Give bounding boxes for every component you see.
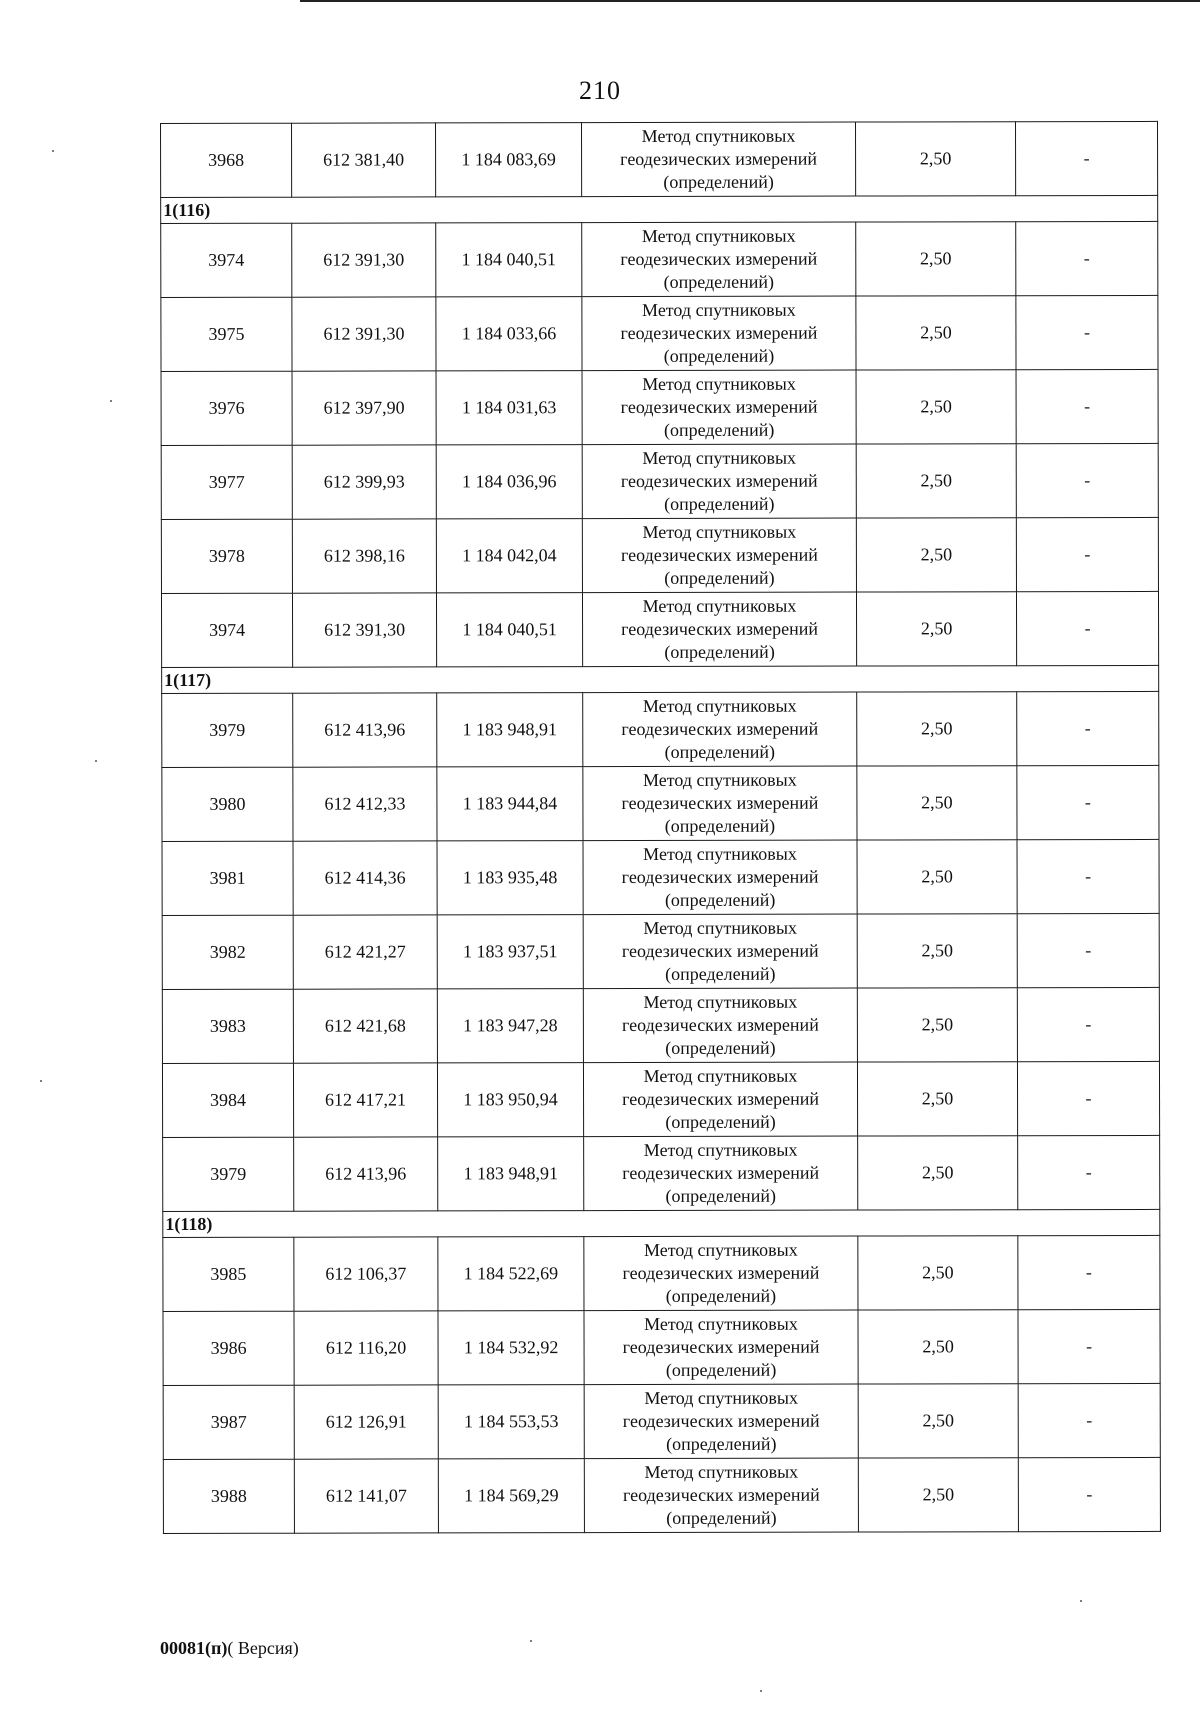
- cell-method: [584, 1136, 858, 1211]
- cell-note: -: [1015, 121, 1157, 195]
- cell-method: [584, 1458, 858, 1533]
- method-line: Метод спутниковых: [643, 1065, 798, 1086]
- cell-point-number: 3979: [162, 693, 293, 767]
- cell-note: -: [1016, 369, 1158, 443]
- method-line: (определений): [664, 641, 775, 662]
- cell-point-number: 3974: [161, 223, 292, 297]
- cell-accuracy: 2,50: [855, 122, 1015, 196]
- cell-method: [582, 518, 856, 593]
- table-row: [161, 295, 1158, 371]
- method-line: Метод спутниковых: [642, 521, 797, 542]
- method-line: (определений): [666, 1433, 777, 1454]
- table-row: [163, 1457, 1160, 1533]
- cell-y-coordinate: 1 184 040,51: [436, 223, 582, 297]
- cell-x-coordinate: 612 417,21: [293, 1063, 437, 1137]
- cell-x-coordinate: 612 413,96: [294, 1137, 438, 1211]
- cell-method: [584, 1236, 858, 1311]
- footer-version: ( Версия): [227, 1638, 299, 1658]
- method-line: Метод спутниковых: [643, 917, 798, 938]
- cell-accuracy: 2,50: [858, 1458, 1018, 1532]
- method-line: геодезических измерений: [622, 1410, 820, 1432]
- cell-note: -: [1017, 1061, 1159, 1135]
- cell-x-coordinate: 612 141,07: [294, 1459, 438, 1533]
- scan-speck: [760, 1690, 762, 1692]
- cell-point-number: 3976: [161, 371, 292, 445]
- contour-group-row: [161, 195, 1158, 223]
- cell-y-coordinate: 1 184 532,92: [438, 1311, 584, 1385]
- cell-point-number: 3986: [163, 1311, 294, 1385]
- cell-accuracy: 2,50: [857, 988, 1017, 1062]
- cell-point-number: 3983: [162, 989, 293, 1063]
- method-line: (определений): [664, 567, 775, 588]
- cell-y-coordinate: 1 184 036,96: [436, 445, 582, 519]
- scan-speck: [40, 1080, 42, 1082]
- method-line: геодезических измерений: [620, 248, 818, 270]
- cell-accuracy: 2,50: [858, 1136, 1018, 1210]
- cell-method: [582, 592, 856, 667]
- table-row: [163, 1309, 1160, 1385]
- cell-y-coordinate: 1 183 950,94: [437, 1063, 583, 1137]
- cell-accuracy: 2,50: [856, 370, 1016, 444]
- cell-accuracy: 2,50: [856, 592, 1016, 666]
- cell-method: [582, 296, 856, 371]
- cell-x-coordinate: 612 421,68: [293, 989, 437, 1063]
- method-line: Метод спутниковых: [642, 447, 797, 468]
- cell-y-coordinate: 1 184 033,66: [436, 297, 582, 371]
- table-row: [163, 1235, 1160, 1311]
- method-line: Метод спутниковых: [644, 1313, 798, 1334]
- method-line: геодезических измерений: [622, 1262, 820, 1284]
- table-row: [162, 691, 1159, 767]
- table-row: [162, 1061, 1159, 1137]
- cell-point-number: 3968: [161, 123, 292, 197]
- cell-method: [583, 766, 857, 841]
- method-line: (определений): [664, 815, 776, 836]
- cell-accuracy: 2,50: [857, 1062, 1017, 1136]
- cell-x-coordinate: 612 414,36: [293, 841, 437, 915]
- cell-note: -: [1016, 221, 1158, 295]
- table-row: [161, 369, 1158, 445]
- cell-note: -: [1018, 1135, 1160, 1209]
- table-row: [162, 839, 1159, 915]
- table-row: [162, 913, 1159, 989]
- method-line: геодезических измерений: [621, 718, 819, 740]
- method-line: (определений): [665, 1285, 777, 1306]
- cell-y-coordinate: 1 183 947,28: [437, 989, 583, 1063]
- contour-group-row: [162, 665, 1159, 693]
- cell-y-coordinate: 1 184 031,63: [436, 371, 582, 445]
- cell-note: -: [1017, 765, 1159, 839]
- cell-y-coordinate: 1 184 569,29: [438, 1459, 584, 1533]
- method-line: Метод спутниковых: [644, 1461, 799, 1482]
- cell-point-number: 3974: [161, 593, 292, 667]
- method-line: (определений): [663, 419, 775, 440]
- cell-method: [583, 988, 857, 1063]
- cell-x-coordinate: 612 126,91: [294, 1385, 438, 1459]
- cell-y-coordinate: 1 183 948,91: [437, 693, 583, 767]
- cell-accuracy: 2,50: [858, 1384, 1018, 1458]
- cell-note: -: [1018, 1457, 1160, 1531]
- method-line: (определений): [664, 741, 776, 762]
- table-row: [163, 1383, 1160, 1459]
- cell-point-number: 3988: [163, 1459, 294, 1533]
- table-row: [161, 591, 1158, 667]
- method-line: (определений): [666, 1507, 777, 1528]
- cell-y-coordinate: 1 183 935,48: [437, 841, 583, 915]
- method-line: Метод спутниковых: [642, 769, 797, 790]
- cell-method: [583, 840, 857, 915]
- table-row: [162, 765, 1159, 841]
- contour-group-label: 1(116): [161, 195, 1158, 223]
- cell-note: -: [1016, 517, 1158, 591]
- cell-y-coordinate: 1 184 042,04: [436, 519, 582, 593]
- method-line: геодезических измерений: [620, 470, 818, 492]
- cell-x-coordinate: 612 398,16: [292, 519, 436, 593]
- scan-speck: [52, 150, 54, 152]
- cell-x-coordinate: 612 106,37: [294, 1237, 438, 1311]
- method-line: геодезических измерений: [621, 618, 819, 640]
- cell-accuracy: 2,50: [856, 518, 1016, 592]
- cell-x-coordinate: 612 421,27: [293, 915, 437, 989]
- method-line: (определений): [665, 1185, 776, 1206]
- cell-accuracy: 2,50: [858, 1310, 1018, 1384]
- method-line: (определений): [665, 1111, 776, 1132]
- table-row: [161, 121, 1158, 197]
- table-row: [161, 443, 1158, 519]
- top-border-line: [300, 0, 1200, 2]
- cell-note: -: [1017, 913, 1159, 987]
- cell-x-coordinate: 612 391,30: [292, 593, 436, 667]
- method-line: геодезических измерений: [621, 866, 819, 888]
- method-line: (определений): [663, 271, 775, 292]
- cell-point-number: 3985: [163, 1237, 294, 1311]
- cell-accuracy: 2,50: [856, 296, 1016, 370]
- method-line: геодезических измерений: [621, 792, 819, 814]
- cell-y-coordinate: 1 183 937,51: [437, 915, 583, 989]
- method-line: Метод спутниковых: [643, 1239, 798, 1260]
- method-line: геодезических измерений: [622, 1162, 820, 1184]
- method-line: (определений): [665, 963, 776, 984]
- method-line: геодезических измерений: [622, 1484, 820, 1506]
- method-line: геодезических измерений: [621, 940, 819, 962]
- cell-x-coordinate: 612 412,33: [293, 767, 437, 841]
- method-line: геодезических измерений: [620, 396, 818, 418]
- cell-accuracy: 2,50: [857, 766, 1017, 840]
- method-line: (определений): [663, 345, 775, 366]
- method-line: Метод спутниковых: [644, 1387, 799, 1408]
- cell-accuracy: 2,50: [856, 222, 1016, 296]
- page-number: 210: [579, 76, 621, 105]
- cell-y-coordinate: 1 184 083,69: [436, 123, 582, 197]
- method-line: геодезических измерений: [622, 1088, 819, 1110]
- contour-group-label: 1(118): [163, 1209, 1160, 1237]
- cell-note: -: [1017, 839, 1159, 913]
- coordinates-table-body: [161, 121, 1161, 1533]
- cell-method: [584, 1384, 858, 1459]
- method-line: геодезических измерений: [620, 544, 818, 566]
- method-line: Метод спутниковых: [643, 843, 797, 864]
- cell-accuracy: 2,50: [858, 1236, 1018, 1310]
- cell-note: -: [1018, 1235, 1160, 1309]
- cell-method: [582, 122, 856, 197]
- cell-y-coordinate: 1 183 944,84: [437, 767, 583, 841]
- cell-x-coordinate: 612 381,40: [292, 123, 436, 197]
- table-row: [162, 987, 1159, 1063]
- method-line: геодезических измерений: [620, 322, 818, 344]
- cell-x-coordinate: 612 391,30: [292, 223, 436, 297]
- footer-code: 00081(п): [160, 1638, 228, 1658]
- method-line: Метод спутниковых: [643, 1139, 798, 1160]
- cell-x-coordinate: 612 413,96: [293, 693, 437, 767]
- method-line: (определений): [665, 1359, 777, 1380]
- scan-speck: [95, 760, 97, 762]
- cell-point-number: 3980: [162, 767, 293, 841]
- cell-method: [583, 1062, 857, 1137]
- method-line: Метод спутниковых: [642, 695, 797, 716]
- cell-note: -: [1016, 591, 1158, 665]
- cell-point-number: 3978: [161, 519, 292, 593]
- cell-y-coordinate: 1 184 522,69: [438, 1237, 584, 1311]
- cell-x-coordinate: 612 397,90: [292, 371, 436, 445]
- method-line: Метод спутниковых: [642, 299, 796, 320]
- cell-accuracy: 2,50: [857, 914, 1017, 988]
- cell-y-coordinate: 1 184 040,51: [436, 593, 582, 667]
- cell-point-number: 3987: [163, 1385, 294, 1459]
- contour-group-row: [163, 1209, 1160, 1237]
- cell-point-number: 3975: [161, 297, 292, 371]
- cell-accuracy: 2,50: [857, 692, 1017, 766]
- method-line: Метод спутниковых: [642, 595, 797, 616]
- table-row: [163, 1135, 1160, 1211]
- cell-x-coordinate: 612 116,20: [294, 1311, 438, 1385]
- contour-group-label: 1(117): [162, 665, 1159, 693]
- cell-point-number: 3982: [162, 915, 293, 989]
- scan-speck: [1080, 1600, 1082, 1602]
- cell-note: -: [1017, 987, 1159, 1061]
- cell-note: -: [1018, 1383, 1160, 1457]
- footer-document-code: [160, 1638, 299, 1659]
- table-row: [161, 517, 1158, 593]
- cell-accuracy: 2,50: [857, 840, 1017, 914]
- cell-y-coordinate: 1 184 553,53: [438, 1385, 584, 1459]
- cell-method: [583, 692, 857, 767]
- method-line: Метод спутниковых: [642, 373, 796, 394]
- method-line: Метод спутниковых: [643, 991, 798, 1012]
- cell-point-number: 3984: [162, 1063, 293, 1137]
- method-line: геодезических измерений: [621, 1014, 819, 1036]
- method-line: геодезических измерений: [620, 148, 818, 170]
- cell-method: [582, 222, 856, 297]
- cell-method: [583, 914, 857, 989]
- method-line: Метод спутниковых: [641, 225, 796, 246]
- cell-point-number: 3981: [162, 841, 293, 915]
- method-line: (определений): [663, 171, 774, 192]
- scan-speck: [110, 400, 112, 402]
- cell-y-coordinate: 1 183 948,91: [438, 1137, 584, 1211]
- scan-speck: [530, 1640, 532, 1642]
- cell-method: [582, 444, 856, 519]
- cell-method: [582, 370, 856, 445]
- coordinates-table: [160, 121, 1161, 1534]
- cell-point-number: 3977: [161, 445, 292, 519]
- method-line: Метод спутниковых: [641, 125, 796, 146]
- method-line: (определений): [665, 1037, 776, 1058]
- cell-note: -: [1016, 443, 1158, 517]
- cell-note: -: [1017, 691, 1159, 765]
- method-line: (определений): [664, 493, 775, 514]
- method-line: геодезических измерений: [622, 1336, 820, 1358]
- cell-x-coordinate: 612 391,30: [292, 297, 436, 371]
- cell-note: -: [1016, 295, 1158, 369]
- cell-point-number: 3979: [163, 1137, 294, 1211]
- cell-method: [584, 1310, 858, 1385]
- cell-note: -: [1018, 1309, 1160, 1383]
- cell-x-coordinate: 612 399,93: [292, 445, 436, 519]
- method-line: (определений): [664, 889, 776, 910]
- cell-accuracy: 2,50: [856, 444, 1016, 518]
- table-row: [161, 221, 1158, 297]
